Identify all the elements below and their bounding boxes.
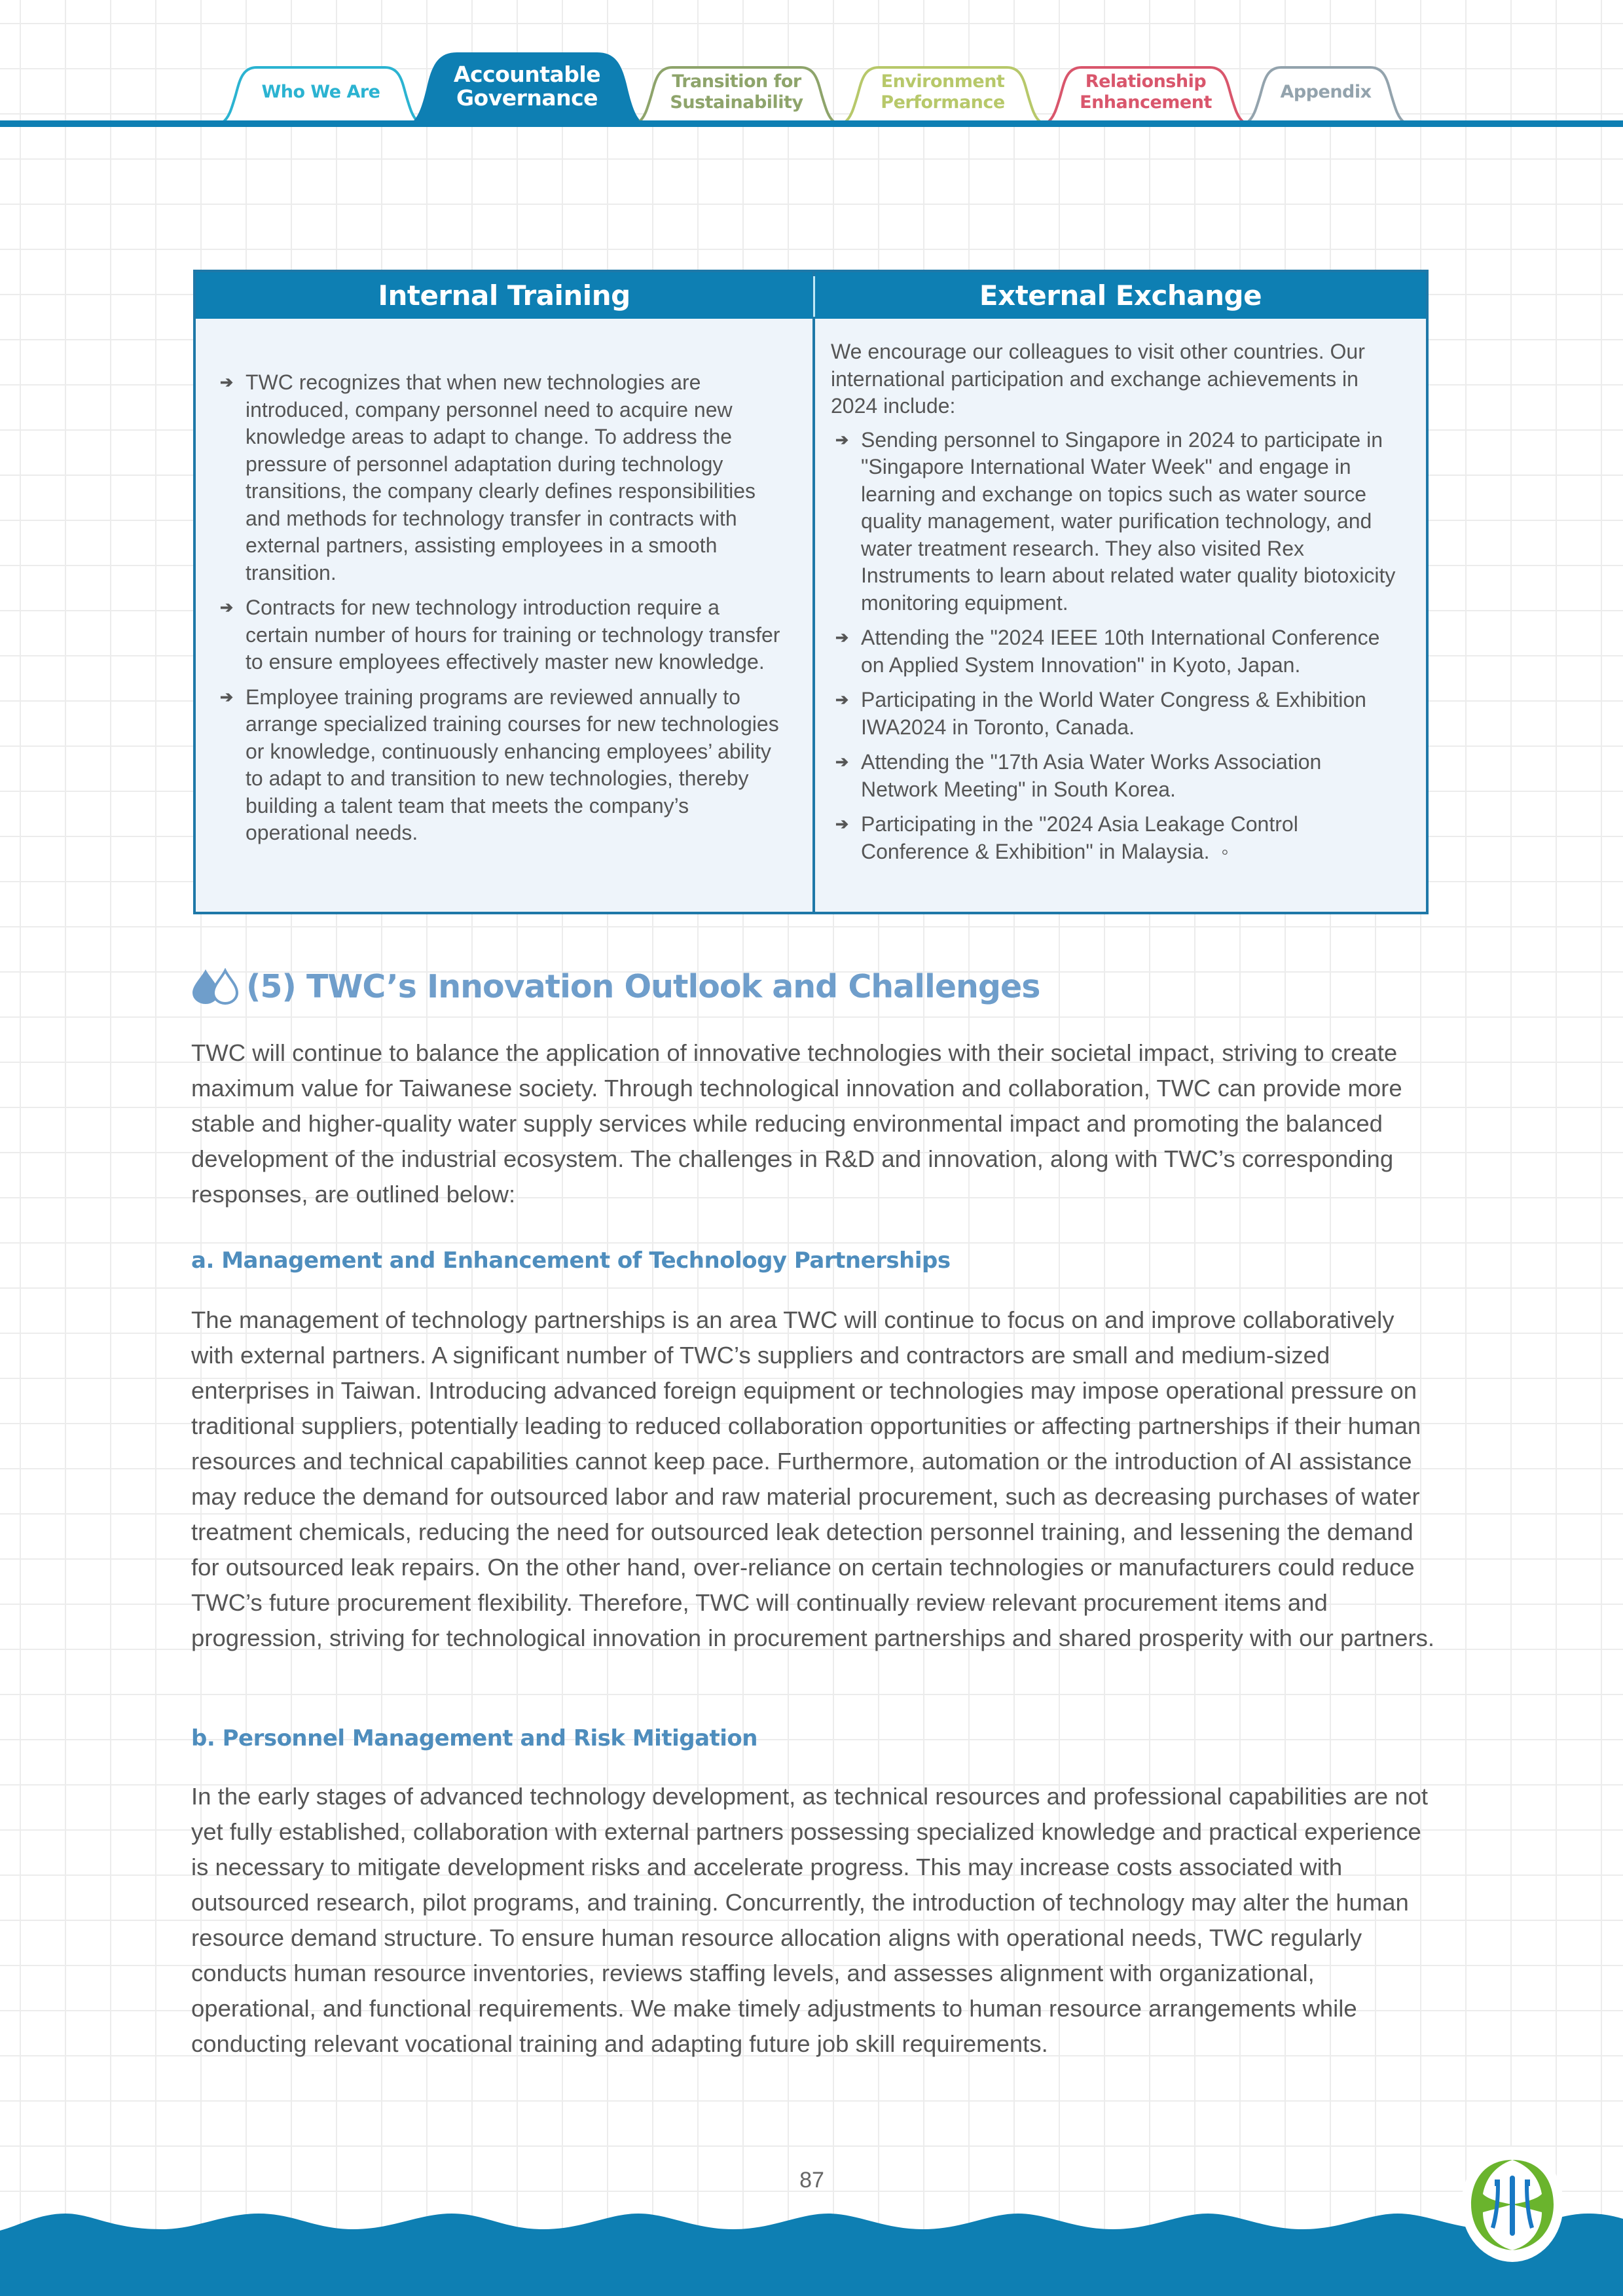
tab-accountable-governance[interactable] bbox=[412, 51, 642, 124]
column-header: External Exchange bbox=[815, 272, 1426, 319]
list-item-text: Participating in the "2024 Asia Leakage Control Conference & Exhibition" in Malaysia. ◦ bbox=[861, 812, 1298, 863]
arrow-right-icon: ➔ bbox=[835, 753, 849, 771]
list-item-text: Sending personnel to Singapore in 2024 to participate in "Singapore International Water Week" and engage in learning and exchange on topics such as water source quality management, water purification technology, and water treatment research. They also visited Rex Instruments to learn about related water quality biotoxicity monitoring equipment. bbox=[861, 427, 1396, 615]
arrow-right-icon: ➔ bbox=[835, 816, 849, 833]
arrow-right-icon: ➔ bbox=[835, 691, 849, 709]
column-external-exchange bbox=[815, 272, 1426, 912]
subsection-body-a: The management of technology partnerships is an area TWC will continue to focus on and improve collaboratively with external partners. A significant number of TWC’s suppliers and contractors are small and medium-sized enterprises in Taiwan. Introducing advanced foreign equipment or technologies may impose operational pressure on traditional suppliers, potentially leading to reduced collaboration opportunities or affecting partnerships if their human resources and technical capabilities cannot keep pace. Furthermore, automation or the introduction of AI assistance may reduce the demand for outsourced labor and raw material procurement, such as decreasing purchases of water treatment chemicals, reducing the need for outsourced leak detection personnel training, and lessening the demand for outsourced leak repairs. On the other hand, over-reliance on certain technologies or manufacturers could reduce TWC’s future procurement flexibility. Therefore, TWC will continually review relevant procurement items and progression, striving for technological innovation in procurement partnerships and shared prosperity with our partners. bbox=[191, 1306, 1434, 1651]
column-body bbox=[196, 319, 812, 847]
page-number: 87 bbox=[799, 2168, 824, 2193]
tab-transition-for-sustainability[interactable] bbox=[638, 62, 835, 124]
list-item-text: TWC recognizes that when new technologies are introduced, company personnel need to acquire new knowledge areas to adapt to change. To address the pressure of personnel adaptation during technology transitions, the company clearly defines responsibilities and methods for technology transfer in contracts with external partners, assisting employees in a smooth transition. bbox=[246, 370, 756, 584]
section-heading bbox=[191, 963, 1040, 1009]
tab-who-we-are[interactable] bbox=[223, 62, 419, 124]
tab-label: Environment Performance bbox=[881, 71, 1005, 113]
footer-wave bbox=[0, 2206, 1623, 2296]
list-item bbox=[831, 749, 1400, 803]
arrow-right-icon: ➔ bbox=[835, 629, 849, 647]
subsection-body-b: In the early stages of advanced technology development, as technical resources and professional capabilities are not yet fully established, collaboration with external partners possessing specialized knowledge and practical experience is necessary to mitigate development risks and accelerate progress. This may increase costs associated with outsourced research, pilot programs, and training. Concurrently, the introduction of technology may alter the human resource demand structure. To ensure human resource allocation aligns with operational needs, TWC regularly conducts human resource inventories, reviews staffing levels, and assesses alignment with organizational, operational, and functional requirements. We make timely adjustments to human resource arrangements while conducting relevant vocational training and adapting future job skill requirements. bbox=[191, 1783, 1429, 2057]
water-drops-icon bbox=[191, 968, 242, 1005]
list-item bbox=[831, 427, 1400, 617]
column-body bbox=[815, 319, 1426, 865]
tab-appendix[interactable] bbox=[1247, 62, 1404, 124]
section-nav bbox=[0, 0, 1623, 131]
section-intro: TWC will continue to balance the application of innovative technologies with their societal impact, striving to create maximum value for Taiwanese society. Through technological innovation and collaboration, TWC can provide more stable and higher-quality water supply services while reducing environmental impact and promoting the balanced development of the industrial ecosystem. The challenges in R&D and innovation, along with TWC’s corresponding responses, are outlined below: bbox=[191, 1039, 1402, 1208]
list-item bbox=[831, 624, 1400, 679]
tab-label: Transition for Sustainability bbox=[670, 71, 803, 113]
list-item-text: Contracts for new technology introduction require a certain number of hours for training or technology transfer to ensure employees effectively master new knowledge. bbox=[246, 596, 780, 673]
tab-label: Accountable Governance bbox=[453, 62, 601, 111]
subsection-heading-a: a. Management and Enhancement of Technology Partnerships bbox=[191, 1247, 951, 1274]
subsection-heading-b: b. Personnel Management and Risk Mitigation bbox=[191, 1725, 757, 1751]
list-item bbox=[215, 684, 786, 847]
training-exchange-table bbox=[193, 270, 1429, 914]
tab-label: Relationship Enhancement bbox=[1080, 71, 1212, 113]
tab-relationship-enhancement[interactable] bbox=[1048, 62, 1244, 124]
list-item bbox=[215, 594, 786, 676]
arrow-right-icon: ➔ bbox=[835, 431, 849, 449]
list-item-text: Employee training programs are reviewed annually to arrange specialized training courses for new technologies or knowledge, continuously enhancing employees’ ability to adapt to and transition to new technologies, thereby building a talent team that meets the company’s operational needs. bbox=[246, 685, 779, 844]
column-header: Internal Training bbox=[196, 272, 812, 319]
tab-environment-performance[interactable] bbox=[845, 62, 1041, 124]
list-item bbox=[831, 687, 1400, 741]
list-item bbox=[215, 369, 786, 586]
tab-label: Appendix bbox=[1280, 82, 1372, 102]
list-item bbox=[831, 811, 1400, 865]
column-intro: We encourage our colleagues to visit other countries. Our international participation and exchange achievements in 2024 include: bbox=[831, 340, 1365, 418]
nav-rule bbox=[0, 120, 1623, 127]
twc-logo-icon bbox=[1457, 2147, 1568, 2265]
column-internal-training bbox=[196, 272, 812, 912]
tab-label: Who We Are bbox=[261, 82, 380, 102]
arrow-right-icon: ➔ bbox=[219, 688, 234, 706]
section-title: (5) TWC’s Innovation Outlook and Challenges bbox=[246, 967, 1040, 1005]
list-item-text: Attending the "17th Asia Water Works Association Network Meeting" in South Korea. bbox=[861, 750, 1322, 801]
arrow-right-icon: ➔ bbox=[219, 599, 234, 617]
arrow-right-icon: ➔ bbox=[219, 374, 234, 391]
list-item-text: Attending the "2024 IEEE 10th International Conference on Applied System Innovation" in Kyoto, Japan. bbox=[861, 626, 1380, 677]
list-item-text: Participating in the World Water Congress & Exhibition IWA2024 in Toronto, Canada. bbox=[861, 688, 1366, 739]
